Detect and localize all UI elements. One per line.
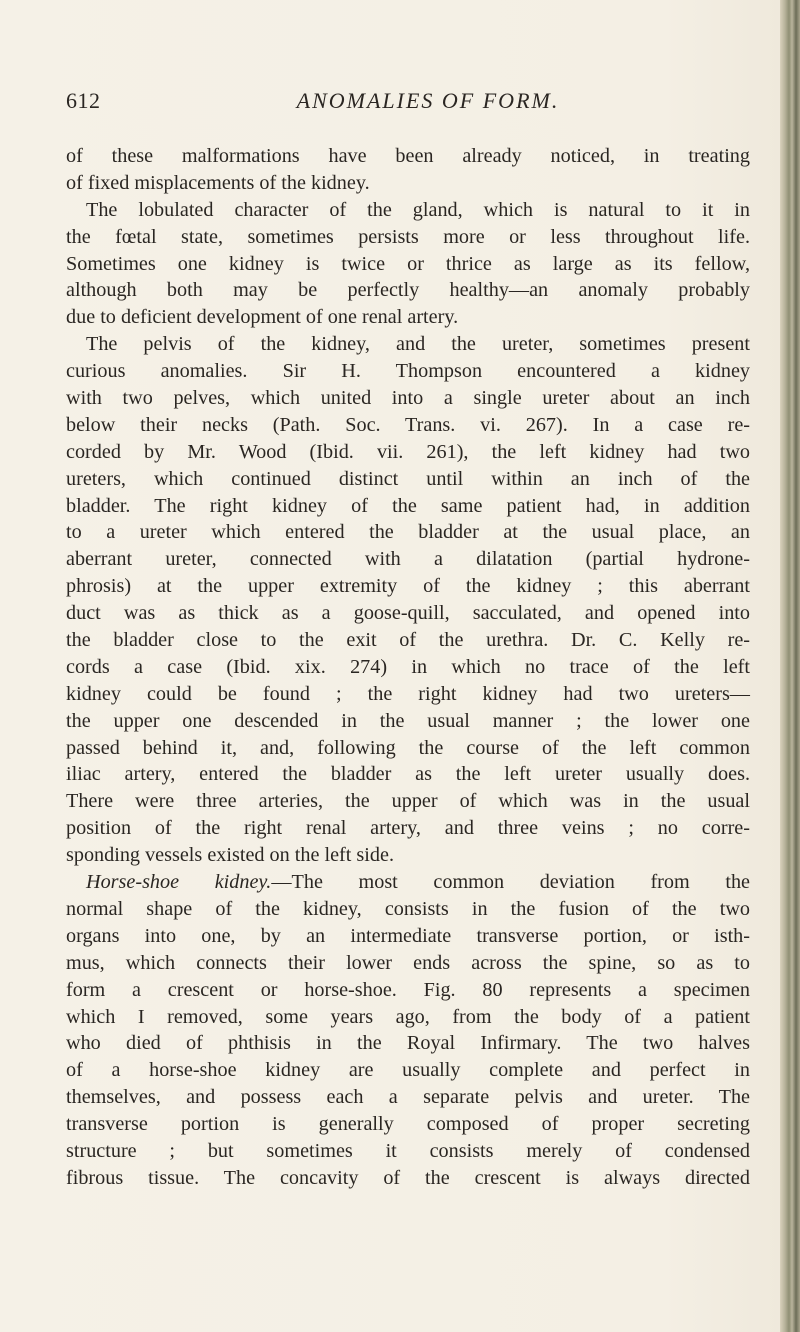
- text-line: duct was as thick as a goose-quill, sacculated, and opened into: [66, 602, 750, 625]
- section-heading-italic: Horse-shoe kidney.: [86, 871, 272, 894]
- text-line: corded by Mr. Wood (Ibid. vii. 261), the left kidney had two: [66, 440, 750, 463]
- text-line: phrosis) at the upper extremity of the kidney ; this aberrant: [66, 575, 750, 598]
- paragraph-start-line: The pelvis of the kidney, and the ureter, sometimes present: [86, 333, 750, 356]
- text-line: sponding vessels existed on the left side.: [66, 844, 394, 867]
- text-line: passed behind it, and, following the course of the left common: [66, 736, 750, 759]
- text-line: who died of phthisis in the Royal Infirmary. The two halves: [66, 1032, 750, 1055]
- running-head: ANOMALIES OF FORM.: [296, 88, 560, 113]
- text-line: curious anomalies. Sir H. Thompson encountered a kidney: [66, 360, 750, 383]
- text-line: below their necks (Path. Soc. Trans. vi. 267). In a case re-: [66, 413, 750, 436]
- book-binding-edge: [780, 0, 800, 1332]
- text-line: bladder. The right kidney of the same patient had, in addition: [66, 494, 750, 517]
- text-line: ureters, which continued distinct until within an inch of the: [66, 467, 750, 490]
- body-text: [66, 143, 750, 1192]
- text-line: position of the right renal artery, and three veins ; no corre-: [66, 817, 750, 840]
- text-line: of these malformations have been already noticed, in treating: [66, 145, 750, 167]
- text-line: transverse portion is generally composed of proper secreting: [66, 1113, 750, 1136]
- page-number: 612: [66, 88, 101, 113]
- text-line: structure ; but sometimes it consists merely of condensed: [66, 1139, 750, 1162]
- text-line: of fixed misplacements of the kidney.: [66, 171, 370, 194]
- text-line: due to deficient development of one renal artery.: [66, 306, 459, 329]
- text-line: to a ureter which entered the bladder at the usual place, an: [66, 521, 750, 544]
- text-line: fibrous tissue. The concavity of the crescent is always directed: [66, 1166, 750, 1189]
- paragraph-start-line: [66, 869, 750, 896]
- text-line: mus, which connects their lower ends across the spine, so as to: [66, 951, 750, 974]
- text-line: the fœtal state, sometimes persists more or less throughout life.: [66, 225, 750, 248]
- text-fragment: —The most common deviation from the: [271, 871, 750, 894]
- text-line: themselves, and possess each a separate pelvis and ureter. The: [66, 1086, 750, 1109]
- text-line: the bladder close to the exit of the urethra. Dr. C. Kelly re-: [66, 629, 750, 652]
- text-line: aberrant ureter, connected with a dilatation (partial hydrone-: [66, 548, 750, 571]
- text-line: Sometimes one kidney is twice or thrice as large as its fellow,: [66, 252, 750, 275]
- text-line: iliac artery, entered the bladder as the left ureter usually does.: [66, 763, 750, 786]
- page-header: [66, 88, 750, 128]
- text-line: with two pelves, which united into a single ureter about an inch: [66, 387, 750, 410]
- text-line: cords a case (Ibid. xix. 274) in which no trace of the left: [66, 655, 750, 678]
- paragraph-start-line: The lobulated character of the gland, which is natural to it in: [86, 198, 750, 221]
- text-line: of a horse-shoe kidney are usually complete and perfect in: [66, 1059, 750, 1082]
- text-line: form a crescent or horse-shoe. Fig. 80 represents a specimen: [66, 978, 750, 1001]
- text-line: kidney could be found ; the right kidney had two ureters—: [66, 682, 750, 705]
- text-line: There were three arteries, the upper of which was in the usual: [66, 790, 750, 813]
- text-line: although both may be perfectly healthy—an anomaly probably: [66, 279, 750, 302]
- text-line: the upper one descended in the usual manner ; the lower one: [66, 709, 750, 732]
- text-line: normal shape of the kidney, consists in the fusion of the two: [66, 897, 750, 920]
- text-line: organs into one, by an intermediate transverse portion, or isth-: [66, 924, 750, 947]
- text-line: which I removed, some years ago, from the body of a patient: [66, 1005, 750, 1028]
